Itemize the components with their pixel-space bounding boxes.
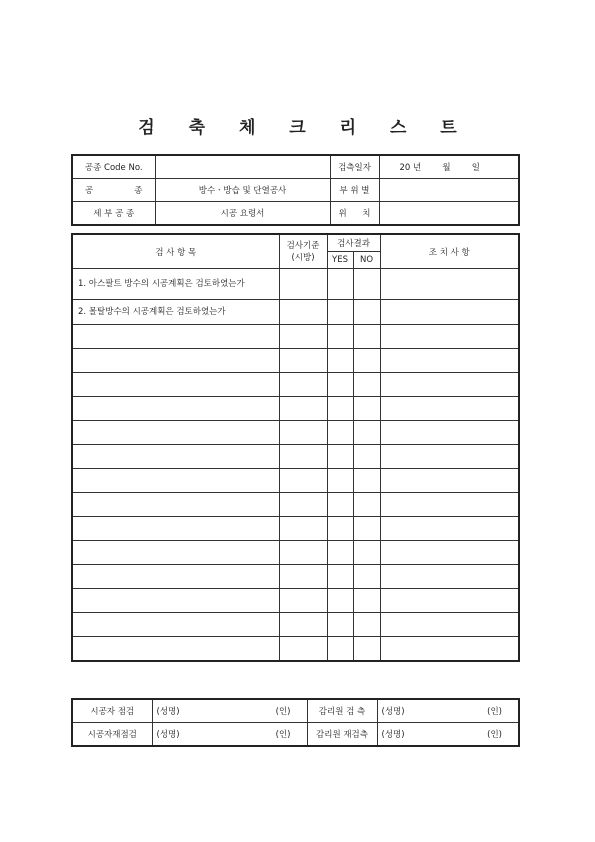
header-standard: 검사기준 (시방) — [279, 234, 327, 269]
header-item: 검 사 항 목 — [72, 234, 279, 269]
checklist-no[interactable] — [353, 589, 380, 613]
name-label: (성명) — [381, 707, 405, 717]
checklist-action[interactable] — [380, 445, 519, 469]
page-title: 검 축 체 크 리 스 트 — [138, 118, 471, 138]
checklist-standard[interactable] — [279, 325, 327, 349]
contractor-check-label: 시공자 점검 — [72, 699, 152, 723]
checklist-header-row — [72, 234, 519, 252]
checklist-yes[interactable] — [327, 589, 353, 613]
checklist-item — [72, 445, 279, 469]
checklist-yes[interactable] — [327, 349, 353, 373]
checklist-item: 1. 아스팔트 방수의 시공계획은 검토하였는가 — [72, 269, 279, 300]
checklist-row — [72, 300, 519, 325]
checklist-action[interactable] — [380, 565, 519, 589]
seal-label: (인) — [487, 707, 502, 717]
signature-table — [71, 698, 520, 747]
seal-label: (인) — [275, 730, 291, 740]
inspection-date-value[interactable] — [379, 155, 519, 179]
checklist-no[interactable] — [353, 493, 380, 517]
contractor-check-sign[interactable] — [152, 699, 307, 723]
info-row-trade — [72, 179, 519, 202]
seal-label: (인) — [275, 707, 291, 717]
checklist-row — [72, 541, 519, 565]
header-result: 검사결과 — [327, 234, 380, 252]
checklist-item: 2. 몰탈방수의 시공계획은 검토하였는가 — [72, 300, 279, 325]
checklist-body — [72, 269, 519, 662]
checklist-standard[interactable] — [279, 397, 327, 421]
checklist-action[interactable] — [380, 589, 519, 613]
checklist-row — [72, 373, 519, 397]
checklist-row — [72, 269, 519, 300]
checklist-no[interactable] — [353, 300, 380, 325]
checklist-yes[interactable] — [327, 541, 353, 565]
checklist-yes[interactable] — [327, 565, 353, 589]
subtrade-label: 세 부 공 종 — [72, 202, 155, 226]
location-label — [330, 202, 379, 226]
checklist-item — [72, 421, 279, 445]
checklist-action[interactable] — [380, 541, 519, 565]
checklist-action[interactable] — [380, 637, 519, 662]
checklist-action[interactable] — [380, 300, 519, 325]
checklist-no[interactable] — [353, 373, 380, 397]
header-yes: YES — [327, 252, 353, 269]
checklist-standard[interactable] — [279, 565, 327, 589]
checklist-yes[interactable] — [327, 517, 353, 541]
checklist-row — [72, 469, 519, 493]
checklist-action[interactable] — [380, 349, 519, 373]
checklist-item — [72, 613, 279, 637]
checklist-item — [72, 373, 279, 397]
checklist-yes[interactable] — [327, 493, 353, 517]
signature-row-2 — [72, 723, 519, 747]
checklist-action[interactable] — [380, 421, 519, 445]
info-table — [71, 154, 520, 226]
checklist-no[interactable] — [353, 269, 380, 300]
checklist-yes[interactable] — [327, 613, 353, 637]
checklist-yes[interactable] — [327, 373, 353, 397]
name-label: (성명) — [156, 707, 180, 717]
supervisor-reinspect-sign[interactable] — [377, 723, 519, 747]
checklist-no[interactable] — [353, 469, 380, 493]
checklist-item — [72, 397, 279, 421]
checklist-row — [72, 637, 519, 662]
checklist-no[interactable] — [353, 541, 380, 565]
checklist-row — [72, 613, 519, 637]
trade-label — [72, 179, 155, 202]
header-no: NO — [353, 252, 380, 269]
trade-label-b: 종 — [134, 186, 143, 196]
location-label-b: 치 — [362, 209, 371, 219]
contractor-recheck-sign[interactable] — [152, 723, 307, 747]
checklist-action[interactable] — [380, 325, 519, 349]
checklist-item — [72, 565, 279, 589]
date-month: 월 — [442, 163, 451, 173]
checklist-standard[interactable] — [279, 445, 327, 469]
checklist-row — [72, 493, 519, 517]
checklist-standard[interactable] — [279, 589, 327, 613]
checklist-item — [72, 517, 279, 541]
part-label: 부 위 별 — [330, 179, 379, 202]
checklist-no[interactable] — [353, 349, 380, 373]
inspection-date-label: 검측일자 — [330, 155, 379, 179]
date-day: 일 — [471, 163, 480, 173]
checklist-no[interactable] — [353, 565, 380, 589]
trade-label-a: 공 — [85, 186, 94, 196]
header-action: 조 치 사 항 — [380, 234, 519, 269]
checklist-row — [72, 517, 519, 541]
checklist-no[interactable] — [353, 325, 380, 349]
checklist-no[interactable] — [353, 613, 380, 637]
checklist-standard[interactable] — [279, 269, 327, 300]
checklist-no[interactable] — [353, 397, 380, 421]
info-row-subtrade — [72, 202, 519, 226]
checklist-action[interactable] — [380, 469, 519, 493]
checklist-yes[interactable] — [327, 397, 353, 421]
checklist-standard[interactable] — [279, 421, 327, 445]
checklist-row — [72, 421, 519, 445]
name-label: (성명) — [381, 730, 405, 740]
checklist-standard[interactable] — [279, 373, 327, 397]
checklist-standard[interactable] — [279, 493, 327, 517]
part-value[interactable] — [379, 179, 519, 202]
checklist-row — [72, 445, 519, 469]
code-value[interactable] — [155, 155, 330, 179]
date-year: 20 년 — [399, 163, 422, 173]
checklist-yes[interactable] — [327, 325, 353, 349]
checklist-standard[interactable] — [279, 613, 327, 637]
checklist-row — [72, 397, 519, 421]
checklist-item — [72, 325, 279, 349]
checklist-item — [72, 589, 279, 613]
signature-row-1 — [72, 699, 519, 723]
checklist-row — [72, 565, 519, 589]
checklist-item — [72, 493, 279, 517]
checklist-no[interactable] — [353, 637, 380, 662]
checklist-item — [72, 637, 279, 662]
checklist-yes[interactable] — [327, 269, 353, 300]
supervisor-reinspect-label: 감리원 재검측 — [307, 723, 377, 747]
checklist-item — [72, 541, 279, 565]
checklist-standard[interactable] — [279, 300, 327, 325]
checklist-action[interactable] — [380, 613, 519, 637]
checklist-no[interactable] — [353, 445, 380, 469]
checklist-row — [72, 349, 519, 373]
checklist-yes[interactable] — [327, 637, 353, 662]
subtrade-value[interactable]: 시공 요령서 — [155, 202, 330, 226]
checklist-standard[interactable] — [279, 469, 327, 493]
supervisor-inspect-sign[interactable] — [377, 699, 519, 723]
checklist-action[interactable] — [380, 373, 519, 397]
checklist-table — [71, 233, 520, 662]
contractor-recheck-label: 시공자재점검 — [72, 723, 152, 747]
checklist-action[interactable] — [380, 493, 519, 517]
checklist-action[interactable] — [380, 517, 519, 541]
checklist-action[interactable] — [380, 269, 519, 300]
checklist-yes[interactable] — [327, 445, 353, 469]
trade-value[interactable]: 방수ㆍ방습 및 단열공사 — [155, 179, 330, 202]
checklist-no[interactable] — [353, 421, 380, 445]
checklist-item — [72, 349, 279, 373]
seal-label: (인) — [487, 730, 502, 740]
checklist-action[interactable] — [380, 397, 519, 421]
checklist-standard[interactable] — [279, 349, 327, 373]
checklist-item — [72, 469, 279, 493]
checklist-no[interactable] — [353, 517, 380, 541]
location-label-a: 위 — [338, 209, 347, 219]
checklist-row — [72, 589, 519, 613]
checklist-row — [72, 325, 519, 349]
supervisor-inspect-label: 감리원 검 측 — [307, 699, 377, 723]
code-label: 공종 Code No. — [72, 155, 155, 179]
checklist-yes[interactable] — [327, 421, 353, 445]
info-row-code — [72, 155, 519, 179]
checklist-standard[interactable] — [279, 541, 327, 565]
checklist-standard[interactable] — [279, 517, 327, 541]
checklist-yes[interactable] — [327, 469, 353, 493]
checklist-standard[interactable] — [279, 637, 327, 662]
checklist-yes[interactable] — [327, 300, 353, 325]
location-value[interactable] — [379, 202, 519, 226]
name-label: (성명) — [156, 730, 180, 740]
